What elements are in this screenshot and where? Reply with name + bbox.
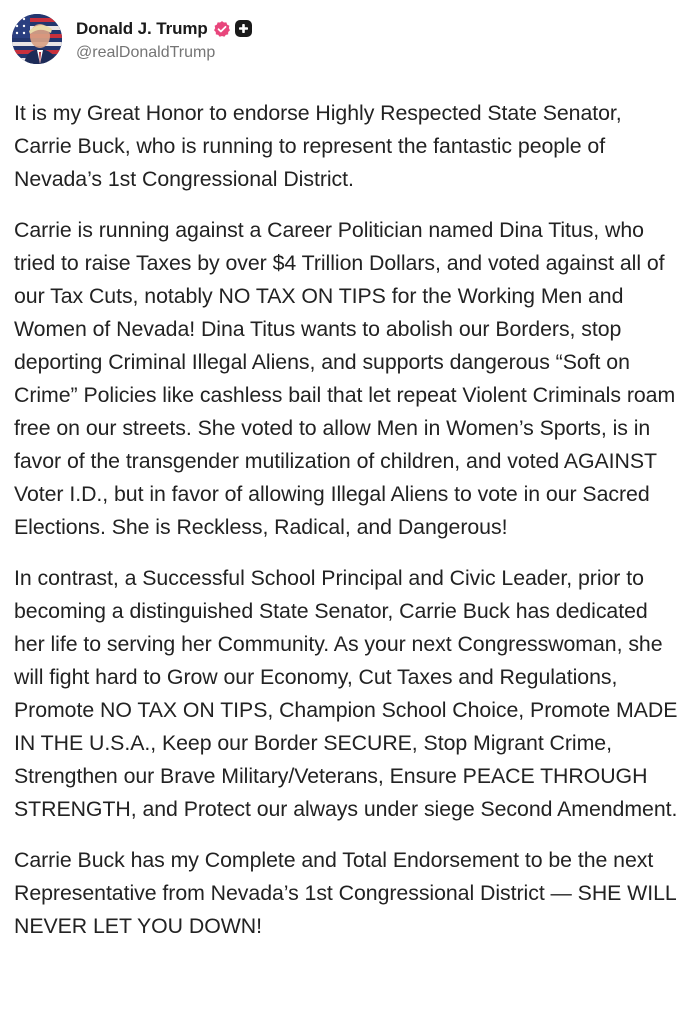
post-paragraph-1: It is my Great Honor to endorse Highly Respected State Senator, Carrie Buck, who is running to represent the fantastic people of Nevada’s 1st Congressional District. xyxy=(14,101,622,191)
display-name[interactable]: Donald J. Trump xyxy=(76,18,208,38)
post-paragraph-3: In contrast, a Successful School Principal and Civic Leader, prior to becoming a distinguished State Senator, Carrie Buck has dedicated her life to serving her Community. As your next Congresswoman, she will fight hard to Grow our Economy, Cut Taxes and Regulations, Promote NO TAX ON TIPS, Champion School Choice, Promote MADE IN THE U.S.A., Keep our Border SECURE, Stop Migrant Crime, Strengthen our Brave Military/Veterans, Ensure PEACE THROUGH STRENGTH, and Protect our always under siege Second Amendment. xyxy=(14,566,678,821)
post-body xyxy=(14,97,680,961)
plus-icon xyxy=(235,20,252,37)
post-header xyxy=(12,14,252,64)
avatar[interactable] xyxy=(12,14,62,64)
name-row xyxy=(76,17,252,41)
avatar-flag-portrait-icon xyxy=(12,14,62,64)
post-paragraph-4: Carrie Buck has my Complete and Total Endorsement to be the next Representative from Nevada’s 1st Congressional District — SHE WILL NEVER LET YOU DOWN! xyxy=(14,848,676,938)
author-identity xyxy=(76,17,252,62)
post-paragraph-2: Carrie is running against a Career Politician named Dina Titus, who tried to raise Taxes by over $4 Trillion Dollars, and voted against all of our Tax Cuts, notably NO TAX ON TIPS for the Working Men and Women of Nevada! Dina Titus wants to abolish our Borders, stop deporting Criminal Illegal Aliens, and supports dangerous “Soft on Crime” Policies like cashless bail that let repeat Violent Criminals roam free on our streets. She voted to allow Men in Women’s Sports, is in favor of the transgender mutilization of children, and voted AGAINST Voter I.D., but in favor of allowing Illegal Aliens to vote in our Sacred Elections. She is Reckless, Radical, and Dangerous! xyxy=(14,218,676,539)
user-handle[interactable]: @realDonaldTrump xyxy=(76,43,216,61)
verified-badge-icon xyxy=(213,20,231,38)
